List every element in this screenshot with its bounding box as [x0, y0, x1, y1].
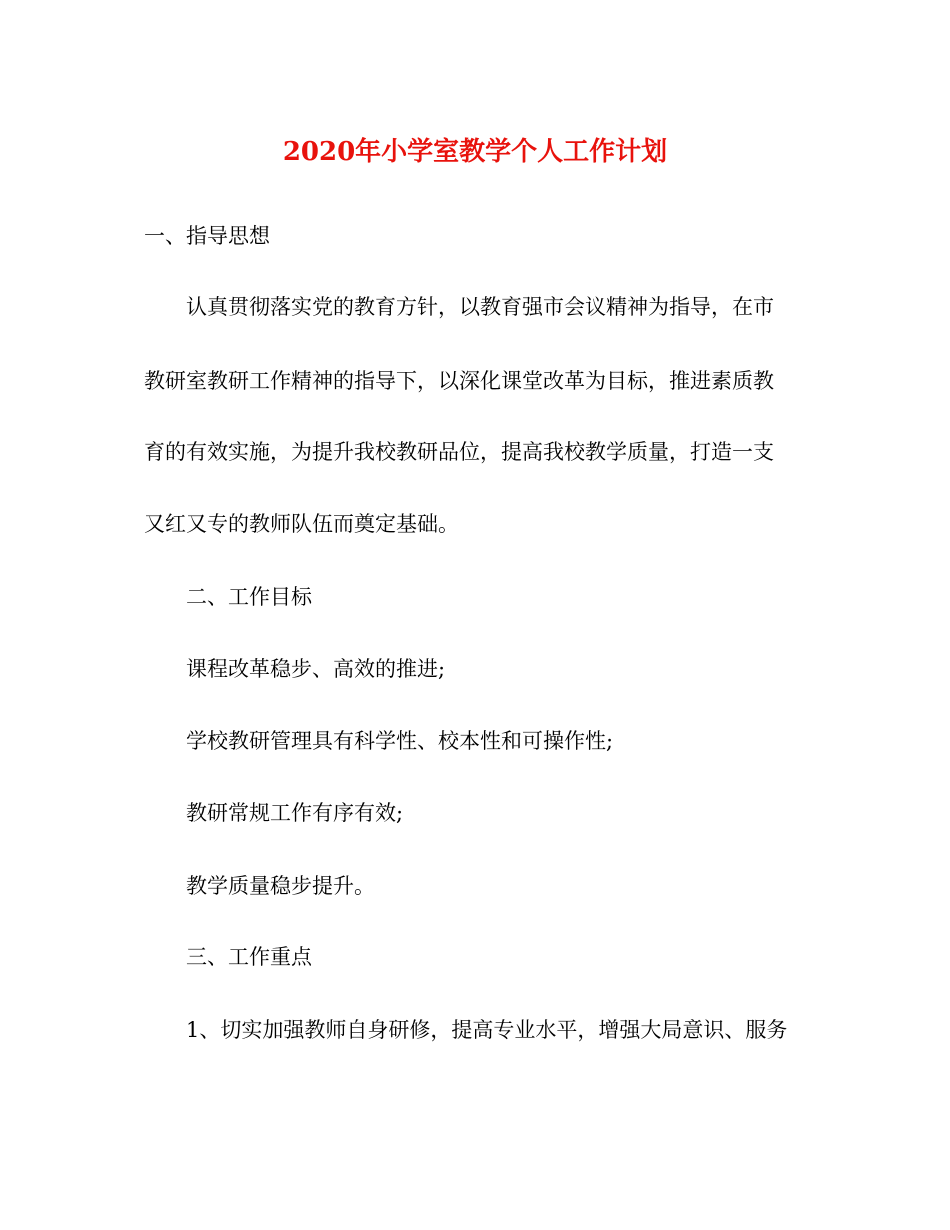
document-title: 2020年小学室教学个人工作计划 [282, 137, 668, 167]
paragraph-line: 认真贯彻落实党的教育方针，以教育强市会议精神为指导，在市 [186, 295, 774, 319]
section-heading-guiding-thought: 一、指导思想 [144, 224, 270, 248]
list-item: 课程改革稳步、高效的推进; [186, 657, 446, 681]
list-item: 教学质量稳步提升。 [186, 874, 375, 898]
paragraph-line: 育的有效实施，为提升我校教研品位，提高我校教学质量，打造一支 [144, 440, 774, 464]
section-heading-work-goals: 二、工作目标 [186, 585, 312, 609]
paragraph-line: 又红又专的教师队伍而奠定基础。 [144, 512, 459, 536]
list-item: 学校教研管理具有科学性、校本性和可操作性; [186, 729, 614, 753]
paragraph-line: 1、切实加强教师自身研修，提高专业水平，增强大局意识、服务 [186, 1018, 788, 1042]
paragraph-line: 教研室教研工作精神的指导下，以深化课堂改革为目标，推进素质教 [144, 369, 774, 393]
list-item: 教研常规工作有序有效; [186, 801, 404, 825]
section-heading-work-focus: 三、工作重点 [186, 945, 312, 969]
